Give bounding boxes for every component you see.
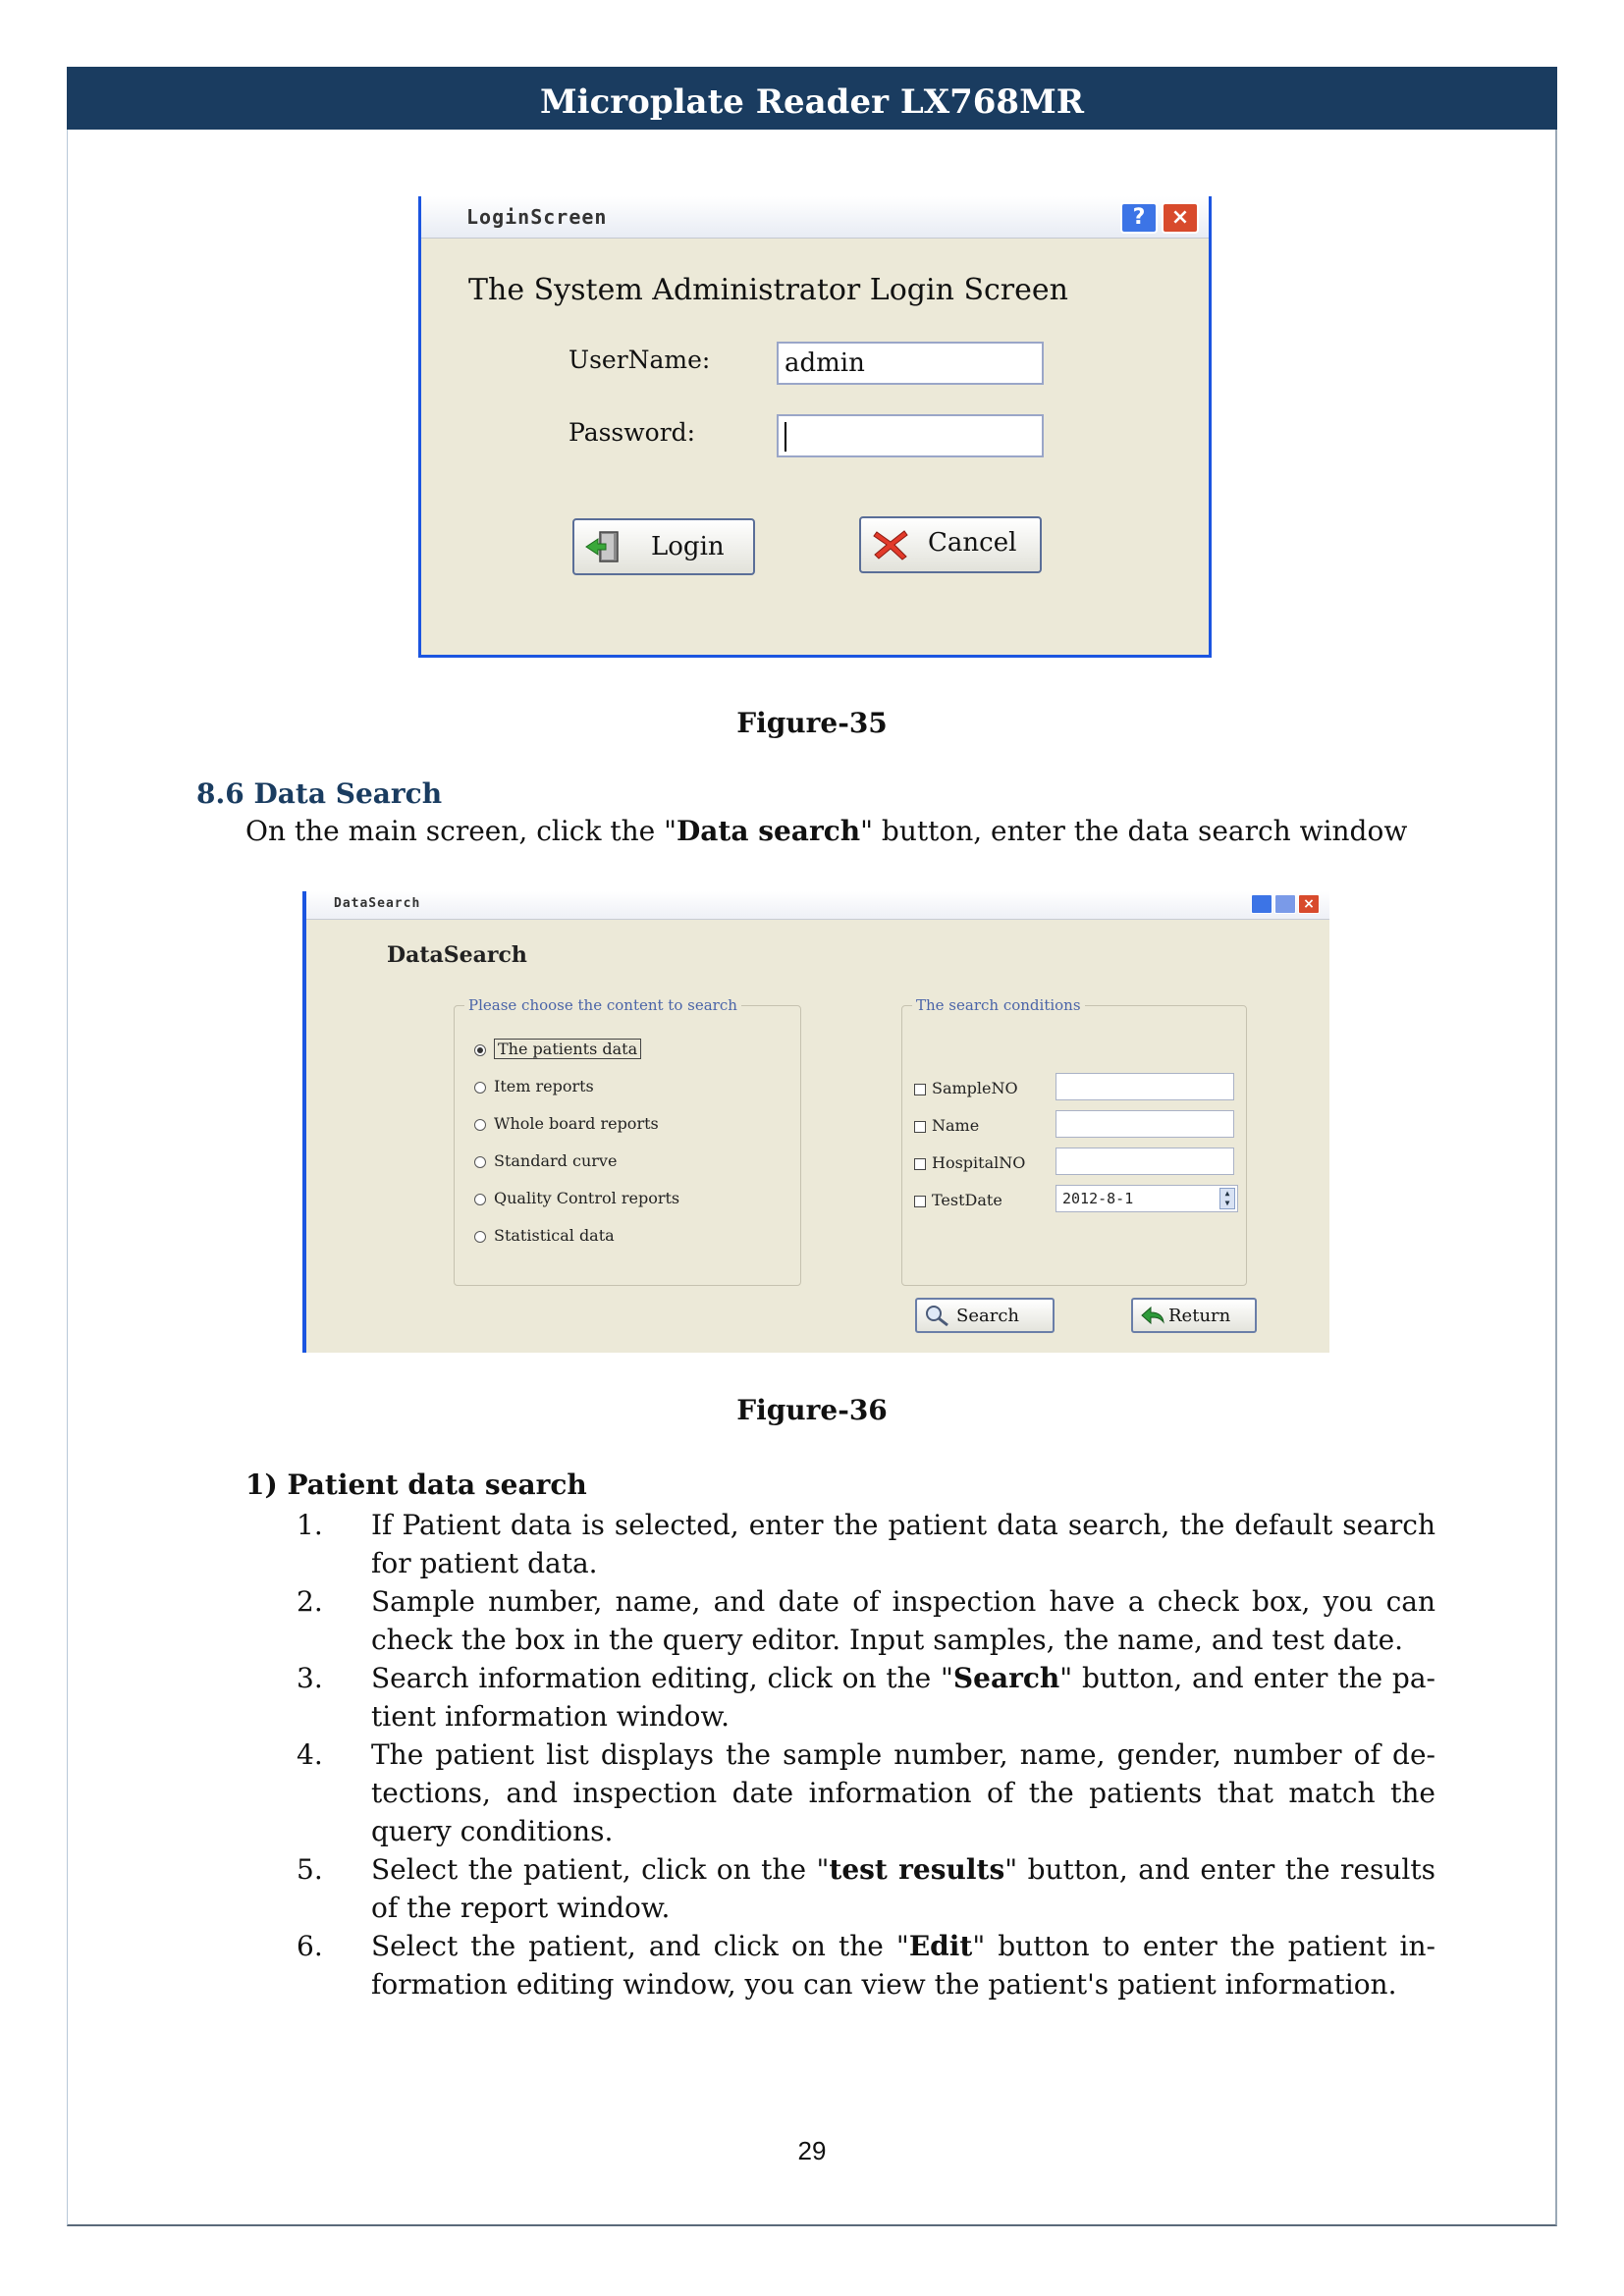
name-input[interactable] — [1056, 1110, 1234, 1138]
radio-icon — [474, 1231, 486, 1243]
close-icon[interactable]: × — [1298, 894, 1320, 914]
login-window — [418, 196, 1212, 658]
radio-label: Statistical data — [494, 1226, 615, 1245]
list-item-text — [371, 1850, 1435, 1927]
login-title-bar — [421, 196, 1209, 239]
datasearch-window-title: DataSearch — [334, 896, 421, 911]
list-item — [297, 1506, 1435, 1582]
checkbox-label: Name — [932, 1116, 980, 1135]
datasearch-title-bar — [306, 891, 1329, 920]
login-door-icon — [584, 530, 623, 563]
section-title: Data Search — [253, 777, 443, 810]
list-item-number: 2. — [297, 1585, 323, 1618]
intro-text-end: " button, enter the data search window — [860, 815, 1408, 847]
datasearch-heading: DataSearch — [387, 942, 527, 968]
checkbox-label: TestDate — [932, 1191, 1002, 1209]
patient-search-heading: 1) Patient data search — [245, 1468, 587, 1501]
radio-icon — [474, 1044, 486, 1056]
checkbox-sampleno[interactable] — [914, 1079, 1018, 1097]
list-item-text-part: Select the patient, click on the " — [371, 1853, 830, 1886]
figure-36-caption: Figure-36 — [736, 1394, 888, 1426]
section-intro — [245, 815, 1407, 847]
username-label: UserName: — [568, 346, 711, 374]
maximize-icon[interactable] — [1274, 894, 1296, 914]
radio-patients-data[interactable] — [474, 1040, 641, 1058]
radio-icon — [474, 1119, 486, 1131]
figure-35-caption: Figure-35 — [736, 707, 888, 739]
checkbox-name[interactable] — [914, 1116, 979, 1135]
search-button-label: Search — [956, 1306, 1019, 1326]
list-item-text-part: The patient list displays the sample number, name, gender, number of detections, and inspection date information of the patients that match the query conditions. — [371, 1738, 1435, 1847]
list-item-number: 3. — [297, 1662, 323, 1694]
date-spinner-icon[interactable]: ▲ ▼ — [1219, 1188, 1235, 1209]
list-item — [297, 1659, 1435, 1735]
radio-whole-board-reports[interactable] — [474, 1114, 659, 1133]
datasearch-window — [302, 891, 1329, 1353]
radio-standard-curve[interactable] — [474, 1151, 617, 1170]
intro-text: On the main screen, click the " — [245, 815, 677, 847]
password-label: Password: — [568, 418, 696, 447]
checkbox-icon — [914, 1158, 926, 1170]
checkbox-icon — [914, 1084, 926, 1095]
list-item-number: 5. — [297, 1853, 323, 1886]
testdate-input[interactable] — [1056, 1185, 1238, 1212]
list-item — [297, 1850, 1435, 1927]
list-item-bold: Search — [952, 1662, 1060, 1694]
radio-item-reports[interactable] — [474, 1077, 594, 1095]
radio-icon — [474, 1194, 486, 1205]
intro-bold-text: Data search — [676, 815, 861, 847]
magnifier-icon — [923, 1304, 950, 1327]
conditions-group-title: The search conditions — [912, 996, 1085, 1014]
username-input[interactable]: admin — [777, 342, 1044, 385]
page-number: 29 — [797, 2136, 827, 2165]
list-item-text-part: " button, and enter the results of the report window. — [371, 1853, 1435, 1924]
checkbox-label: SampleNO — [932, 1079, 1018, 1097]
radio-quality-control-reports[interactable] — [474, 1189, 679, 1207]
list-item-text — [371, 1506, 1435, 1582]
minimize-icon[interactable] — [1251, 894, 1272, 914]
content-group-title: Please choose the content to search — [464, 996, 741, 1014]
list-item-text-part: " button, and enter the patient information window. — [371, 1662, 1435, 1733]
return-button[interactable] — [1131, 1298, 1257, 1333]
radio-icon — [474, 1082, 486, 1094]
list-item-text-part: " button to enter the patient information editing window, you can view the patient's patient information. — [371, 1930, 1436, 2001]
page-header: Microplate Reader LX768MR — [67, 67, 1557, 130]
list-item-text — [371, 1735, 1435, 1850]
checkbox-icon — [914, 1121, 926, 1133]
radio-label: Standard curve — [494, 1151, 618, 1170]
checkbox-testdate[interactable] — [914, 1191, 1002, 1209]
search-button[interactable] — [915, 1298, 1055, 1333]
help-icon[interactable]: ? — [1120, 202, 1158, 234]
checkbox-icon — [914, 1196, 926, 1207]
radio-statistical-data[interactable] — [474, 1226, 615, 1245]
sampleno-input[interactable] — [1056, 1073, 1234, 1100]
return-arrow-icon — [1139, 1304, 1166, 1327]
list-item-bold: Edit — [908, 1930, 973, 1962]
login-window-title: LoginScreen — [466, 205, 608, 229]
checkbox-label: HospitalNO — [932, 1153, 1026, 1172]
list-item-bold: test results — [829, 1853, 1005, 1886]
list-item — [297, 1582, 1435, 1659]
list-item-text-part: Select the patient, and click on the " — [371, 1930, 909, 1962]
close-icon[interactable]: × — [1162, 202, 1199, 234]
login-button[interactable] — [572, 518, 755, 575]
radio-label: Item reports — [494, 1077, 594, 1095]
section-heading — [196, 777, 442, 810]
testdate-value: 2012-8-1 — [1062, 1190, 1134, 1207]
list-item-text — [371, 1659, 1435, 1735]
cancel-x-icon — [871, 528, 910, 561]
text-caret — [785, 422, 786, 452]
hospitalno-input[interactable] — [1056, 1148, 1234, 1175]
radio-label: Quality Control reports — [494, 1189, 680, 1207]
section-number: 8.6 — [196, 777, 244, 810]
checkbox-hospitalno[interactable] — [914, 1153, 1025, 1172]
list-item-text-part: Search information editing, click on the " — [371, 1662, 953, 1694]
cancel-button[interactable] — [859, 516, 1042, 573]
content-groupbox — [454, 996, 801, 1286]
list-item-text-part: Sample number, name, and date of inspection have a check box, you can check the box in the query editor. Input samples, the name, and test date. — [371, 1585, 1435, 1656]
return-button-label: Return — [1168, 1306, 1231, 1326]
radio-label: The patients data — [494, 1039, 641, 1059]
list-item — [297, 1735, 1435, 1850]
radio-icon — [474, 1156, 486, 1168]
list-item-text-part: If Patient data is selected, enter the patient data search, the default search for patient data. — [371, 1509, 1435, 1579]
cancel-button-label: Cancel — [928, 528, 1017, 558]
radio-label: Whole board reports — [494, 1114, 659, 1133]
list-item-number: 6. — [297, 1930, 323, 1962]
login-button-label: Login — [651, 532, 725, 561]
conditions-groupbox — [901, 996, 1247, 1286]
list-item — [297, 1927, 1435, 2003]
login-heading: The System Administrator Login Screen — [468, 273, 1068, 307]
list-item-number: 1. — [297, 1509, 323, 1541]
list-item-text — [371, 1927, 1435, 2003]
password-input[interactable] — [777, 414, 1044, 457]
list-item-text — [371, 1582, 1435, 1659]
list-item-number: 4. — [297, 1738, 323, 1771]
